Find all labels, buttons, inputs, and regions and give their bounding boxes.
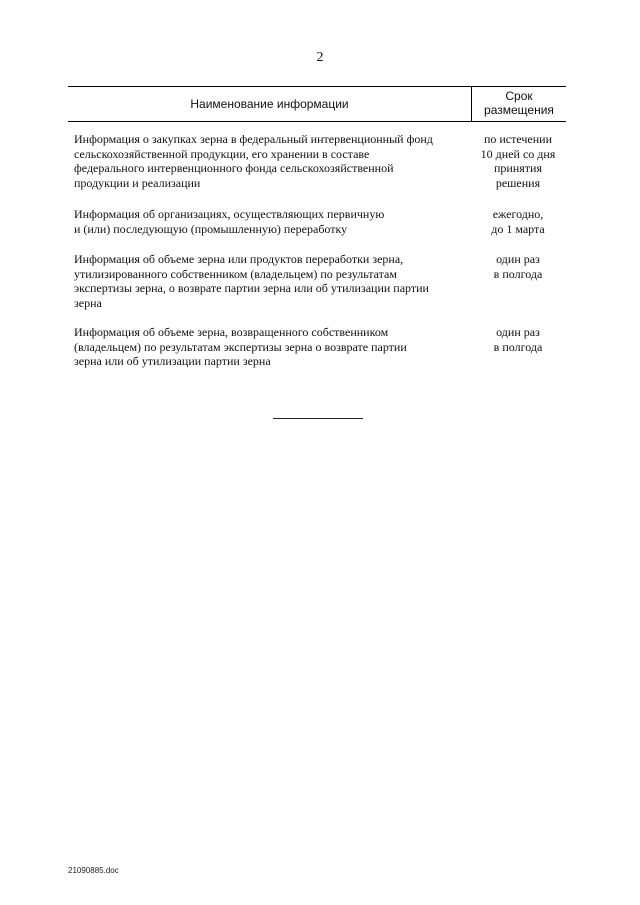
row-name-line: Информация об объеме зерна или продуктов переработки зерна,: [74, 252, 404, 266]
column-header-name: Наименование информации: [190, 97, 349, 111]
row-name: [74, 132, 469, 190]
end-of-document-rule: [273, 418, 363, 419]
row-name-line: федерального интервенционного фонда сельскохозяйственной: [74, 161, 394, 175]
row-name-line: Информация о закупках зерна в федеральный интервенционный фонд: [74, 132, 433, 146]
row-name-line: (владельцем) по результатам экспертизы зерна о возврате партии: [74, 339, 407, 354]
row-term-line: 10 дней со дня: [480, 146, 556, 161]
row-name-line: Информация об организациях, осуществляющих первичную: [74, 207, 385, 221]
column-header-term-line: размещения: [484, 103, 554, 117]
column-header-term: [472, 87, 566, 121]
row-name-line: сельскохозяйственной продукции, его хранении в составе: [74, 146, 370, 161]
column-header-term-line: Срок: [505, 89, 533, 103]
row-term: [470, 252, 566, 281]
row-name-line: продукции и реализации: [74, 175, 201, 190]
row-name-line: и (или) последующую (промышленную) переработку: [74, 221, 348, 236]
row-term-line: один раз: [496, 252, 540, 266]
row-name: [74, 207, 469, 236]
row-term-line: принятия: [494, 161, 542, 175]
row-term: [470, 325, 566, 354]
table-header: [68, 86, 566, 122]
row-term-line: решения: [495, 175, 541, 190]
row-term-line: один раз: [496, 325, 540, 339]
row-term-line: в полгода: [493, 266, 543, 281]
row-name-line: зерна или об утилизации партии зерна: [74, 354, 271, 368]
row-name: [74, 325, 469, 369]
row-name: [74, 252, 469, 310]
page-number: 2: [316, 50, 324, 65]
row-term-line: в полгода: [493, 339, 543, 354]
row-term: [470, 207, 566, 236]
document-file-reference: 21090885.doc: [68, 866, 119, 875]
row-term-line: ежегодно,: [492, 207, 544, 221]
row-term-line: по истечении: [483, 132, 553, 146]
row-term: [470, 132, 566, 190]
row-term-line: до 1 марта: [491, 221, 545, 236]
row-name-line: зерна: [74, 295, 102, 310]
row-name-line: утилизированного собственником (владельцем) по результатам: [74, 266, 397, 281]
row-name-line: экспертизы зерна, о возврате партии зерна или об утилизации партии: [74, 281, 429, 295]
row-name-line: Информация об объеме зерна, возвращенного собственником: [74, 325, 389, 339]
